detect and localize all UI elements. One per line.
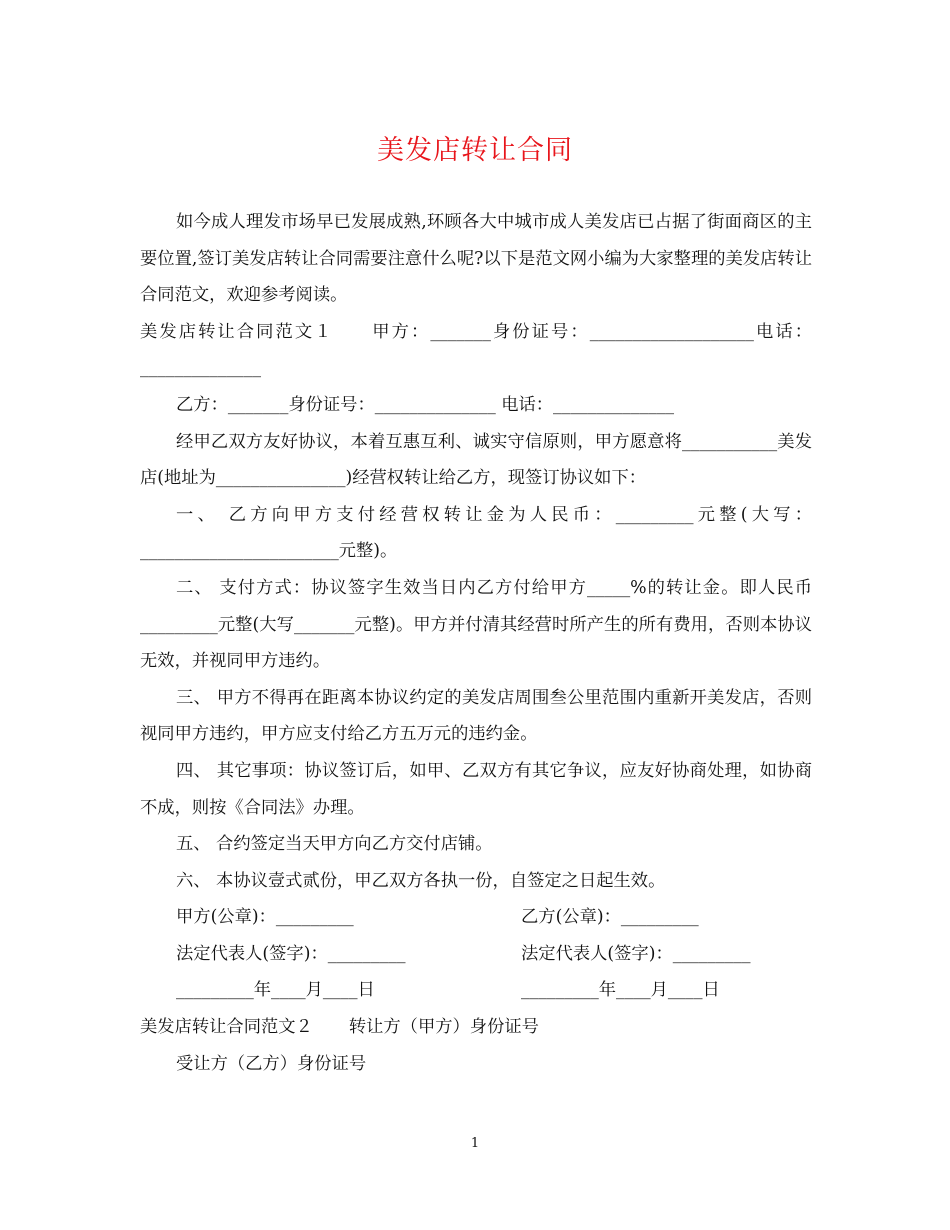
document-body bbox=[140, 204, 812, 1082]
party-a-representative: 法定代表人(签字)：_________ bbox=[176, 943, 406, 964]
clause-3: 三、 甲方不得再在距离本协议约定的美发店周围叁公里范围内重新开美发店，否则视同甲方违约，甲方应支付给乙方五万元的违约金。 bbox=[140, 687, 812, 745]
party-b-representative: 法定代表人(签字)：_________ bbox=[521, 943, 751, 964]
intro-paragraph: 如今成人理发市场早已发展成熟,环顾各大中城市成人美发店已占据了街面商区的主要位置,签订美发店转让合同需要注意什么呢?以下是范文网小编为大家整理的美发店转让合同范文，欢迎参考阅读。 bbox=[140, 212, 812, 306]
party-b-date: _________年____月____日 bbox=[521, 980, 720, 1001]
date-row bbox=[140, 972, 812, 1009]
party-a-date: _________年____月____日 bbox=[176, 980, 375, 1001]
party-b-line: 乙方：_______身份证号：______________ 电话：______________ bbox=[176, 394, 675, 415]
transferee-line: 受让方（乙方）身份证号 bbox=[176, 1053, 367, 1074]
clause-6: 六、 本协议壹式贰份，甲乙双方各执一份，自签定之日起生效。 bbox=[176, 870, 666, 891]
page-title: 美发店转让合同 bbox=[377, 135, 573, 166]
page-number: 1 bbox=[470, 1136, 480, 1151]
clause-4: 四、 其它事项：协议签订后，如甲、乙双方有其它争议，应友好协商处理，如协商不成，则按《合同法》办理。 bbox=[140, 760, 812, 818]
sample2-heading-line bbox=[140, 1009, 812, 1046]
clause-1: 一、 乙方向甲方支付经营权转让金为人民币：_________元整(大写：_______________________元整)。 bbox=[140, 504, 812, 562]
clause-5: 五、 合约签定当天甲方向乙方交付店铺。 bbox=[176, 834, 493, 855]
sample2-heading: 美发店转让合同范文２ bbox=[140, 1017, 313, 1038]
party-b-seal: 乙方(公章)：_________ bbox=[521, 907, 699, 928]
transferor-line: 转让方（甲方）身份证号 bbox=[348, 1017, 539, 1038]
representative-row bbox=[140, 936, 812, 973]
party-a-seal: 甲方(公章)：_________ bbox=[176, 907, 354, 928]
sample1-heading-line: 美发店转让合同范文１ 甲方：_______身份证号：___________________电话：______________ bbox=[140, 321, 812, 379]
seal-row bbox=[140, 899, 812, 936]
clause-2: 二、 支付方式：协议签字生效当日内乙方付给甲方_____%的转让金。即人民币_________元整(大写_______元整)。甲方并付清其经营时所产生的所有费用，否则本协议无效，并视同甲方违约。 bbox=[140, 577, 812, 672]
agreement-paragraph: 经甲乙双方友好协议，本着互惠互利、诚实守信原则，甲方愿意将___________美发店(地址为_______________)经营权转让给乙方，现签订协议如下： bbox=[140, 431, 812, 489]
